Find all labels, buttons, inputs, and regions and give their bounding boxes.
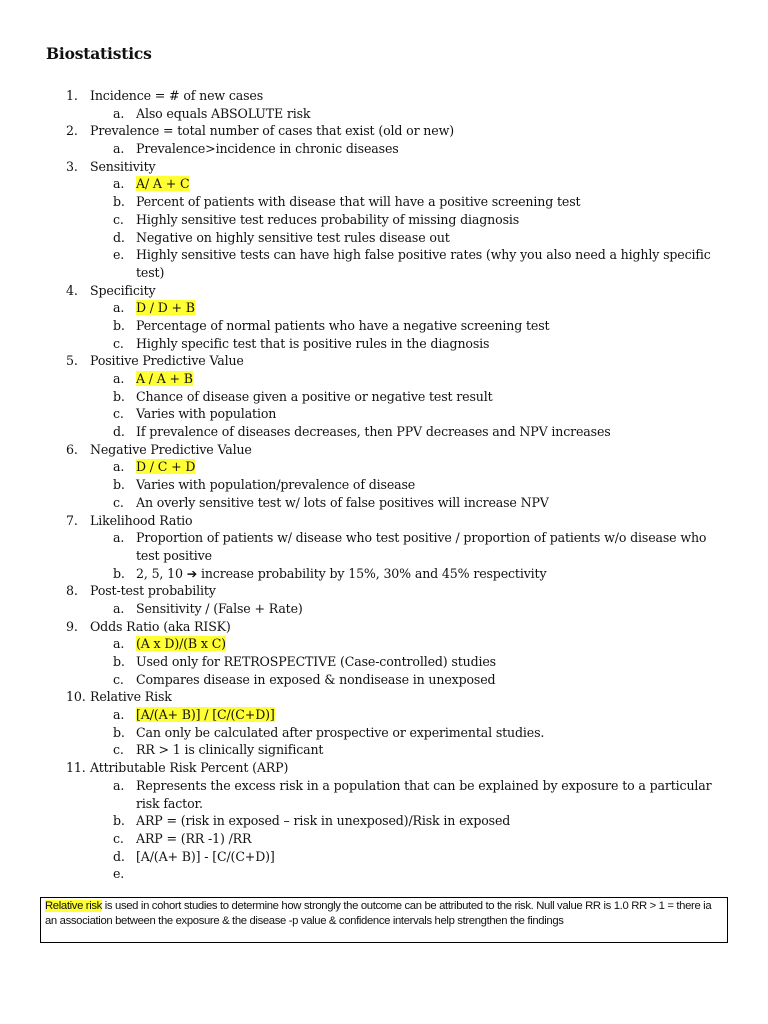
sub-item-letter: a. bbox=[113, 300, 125, 316]
list-item-number: 3. bbox=[66, 158, 78, 174]
sub-item-letter: b. bbox=[113, 813, 125, 829]
sub-list-item bbox=[0, 423, 768, 441]
sub-item-text: Chance of disease given a positive or negative test result bbox=[136, 388, 493, 404]
list-item-text: Negative Predictive Value bbox=[90, 441, 252, 457]
sub-item-text: Proportion of patients w/ disease who test positive / proportion of patients w/o disease who test positive bbox=[136, 530, 707, 563]
list-item-number: 7. bbox=[66, 512, 78, 528]
list-item-text: Relative Risk bbox=[90, 689, 172, 705]
relative-risk-note-box bbox=[40, 897, 728, 943]
sub-list-item bbox=[0, 229, 768, 247]
list-item-number: 8. bbox=[66, 583, 78, 599]
sub-item-letter: b. bbox=[113, 317, 125, 333]
sub-item-text: Prevalence>incidence in chronic diseases bbox=[136, 141, 399, 157]
list-item-number: 6. bbox=[66, 441, 78, 457]
sub-list-item bbox=[0, 812, 768, 830]
sub-item-letter: c. bbox=[113, 830, 124, 846]
sub-item-letter: b. bbox=[113, 477, 125, 493]
formula-highlighted bbox=[136, 458, 726, 476]
sub-item-letter: a. bbox=[113, 105, 125, 121]
sub-list-item bbox=[0, 175, 768, 193]
highlight-mark: D / D + B bbox=[136, 300, 195, 316]
highlight-mark: A / A + B bbox=[136, 371, 193, 387]
list-item-text: Sensitivity bbox=[90, 158, 156, 174]
sub-item-text: [A/(A+ B)] - [C/(C+D)] bbox=[136, 848, 275, 864]
sub-item-letter: d. bbox=[113, 229, 125, 245]
formula-highlighted bbox=[136, 175, 726, 193]
sub-list-item bbox=[0, 830, 768, 848]
list-item-text: Odds Ratio (aka RISK) bbox=[90, 618, 231, 634]
list-item bbox=[0, 158, 768, 176]
sub-list-item bbox=[0, 848, 768, 866]
page-title: Biostatistics bbox=[46, 44, 152, 63]
sub-list-item bbox=[0, 565, 768, 583]
list-item-text: Attributable Risk Percent (ARP) bbox=[90, 760, 289, 776]
highlight-mark: A/ A + C bbox=[136, 176, 190, 192]
sub-item-letter: b. bbox=[113, 388, 125, 404]
sub-list-item bbox=[0, 211, 768, 229]
list-item bbox=[0, 122, 768, 140]
sub-list-item bbox=[0, 653, 768, 671]
numbered-list bbox=[0, 87, 768, 883]
sub-list-item bbox=[0, 724, 768, 742]
sub-item-text: Negative on highly sensitive test rules disease out bbox=[136, 229, 450, 245]
list-item-text: Post-test probability bbox=[90, 583, 216, 599]
sub-list-item bbox=[0, 865, 768, 883]
sub-item-text: Also equals ABSOLUTE risk bbox=[136, 105, 311, 121]
sub-item-letter: d. bbox=[113, 424, 125, 440]
list-item-number: 5. bbox=[66, 353, 78, 369]
sub-item-letter: a. bbox=[113, 459, 125, 475]
list-item-text: Incidence = # of new cases bbox=[90, 88, 264, 103]
sub-list-item bbox=[0, 671, 768, 689]
sub-item-letter: a. bbox=[113, 777, 125, 793]
list-item bbox=[0, 352, 768, 370]
sub-item-text: Used only for RETROSPECTIVE (Case-controlled) studies bbox=[136, 654, 496, 670]
sub-item-text: If prevalence of diseases decreases, then PPV decreases and NPV increases bbox=[136, 424, 611, 440]
sub-item-text: Highly sensitive tests can have high false positive rates (why you also need a highly specific test) bbox=[136, 247, 711, 280]
sub-item-text: RR > 1 is clinically significant bbox=[136, 742, 324, 758]
sub-item-letter: d. bbox=[113, 848, 125, 864]
sub-item-text: Percent of patients with disease that will have a positive screening test bbox=[136, 194, 581, 210]
sub-item-letter: a. bbox=[113, 707, 125, 723]
formula-highlighted bbox=[136, 706, 726, 724]
sub-item-text: Percentage of normal patients who have a negative screening test bbox=[136, 317, 550, 333]
list-item-text: Prevalence = total number of cases that exist (old or new) bbox=[90, 123, 454, 139]
list-item-number: 2. bbox=[66, 123, 78, 139]
sub-item-text: ARP = (RR -1) /RR bbox=[136, 830, 252, 846]
sub-list-item bbox=[0, 476, 768, 494]
list-item bbox=[0, 582, 768, 600]
sub-item-letter: c. bbox=[113, 494, 124, 510]
sub-list-item bbox=[0, 193, 768, 211]
sub-item-text: 2, 5, 10 ➔ increase probability by 15%, 30% and 45% respectivity bbox=[136, 565, 547, 581]
list-item-text: Specificity bbox=[90, 282, 156, 298]
list-item-number: 10. bbox=[66, 689, 86, 705]
highlight-mark: (A x D)/(B x C) bbox=[136, 636, 226, 652]
sub-item-letter: a. bbox=[113, 600, 125, 616]
formula-highlighted bbox=[136, 370, 726, 388]
list-item-number: 1. bbox=[66, 88, 78, 103]
sub-item-letter: b. bbox=[113, 724, 125, 740]
sub-item-text: Varies with population bbox=[136, 406, 277, 422]
list-item bbox=[0, 688, 768, 706]
sub-list-item bbox=[0, 246, 768, 281]
list-item-number: 4. bbox=[66, 282, 78, 298]
list-item-number: 11. bbox=[66, 760, 86, 776]
formula-highlighted bbox=[136, 635, 726, 653]
sub-item-letter: a. bbox=[113, 176, 125, 192]
sub-item-letter: c. bbox=[113, 742, 124, 758]
sub-item-letter: c. bbox=[113, 671, 124, 687]
sub-item-text: An overly sensitive test w/ lots of false positives will increase NPV bbox=[136, 494, 549, 510]
sub-list-item bbox=[0, 635, 768, 653]
list-item-number: 9. bbox=[66, 618, 78, 634]
list-item bbox=[0, 512, 768, 530]
sub-list-item bbox=[0, 299, 768, 317]
sub-list-item bbox=[0, 494, 768, 512]
sub-item-text: Highly specific test that is positive rules in the diagnosis bbox=[136, 335, 490, 351]
sub-item-text: ARP = (risk in exposed – risk in unexposed)/Risk in exposed bbox=[136, 813, 511, 829]
sub-item-letter: a. bbox=[113, 530, 125, 546]
list-item bbox=[0, 282, 768, 300]
sub-item-text: Sensitivity / (False + Rate) bbox=[136, 600, 303, 616]
list-item bbox=[0, 441, 768, 459]
sub-item-letter: c. bbox=[113, 406, 124, 422]
sub-list-item bbox=[0, 706, 768, 724]
highlight-mark: [A/(A+ B)] / [C/(C+D)] bbox=[136, 707, 275, 723]
sub-item-text: Represents the excess risk in a population that can be explained by exposure to a particular risk factor. bbox=[136, 777, 712, 811]
sub-list-item bbox=[0, 405, 768, 423]
formula-highlighted bbox=[136, 299, 726, 317]
list-item bbox=[0, 618, 768, 636]
sub-item-letter: a. bbox=[113, 141, 125, 157]
sub-item-text: Can only be calculated after prospective or experimental studies. bbox=[136, 724, 545, 740]
sub-item-text: Highly sensitive test reduces probability of missing diagnosis bbox=[136, 211, 520, 227]
sub-item-letter: a. bbox=[113, 371, 125, 387]
list-item-text: Likelihood Ratio bbox=[90, 512, 193, 528]
list-item bbox=[0, 759, 768, 777]
sub-item-letter: b. bbox=[113, 654, 125, 670]
sub-item-letter: b. bbox=[113, 565, 125, 581]
sub-item-letter: c. bbox=[113, 335, 124, 351]
list-item-text: Positive Predictive Value bbox=[90, 353, 244, 369]
sub-list-item bbox=[0, 458, 768, 476]
sub-list-item bbox=[0, 140, 768, 158]
sub-list-item bbox=[0, 529, 768, 564]
sub-list-item bbox=[0, 105, 768, 123]
sub-list-item bbox=[0, 388, 768, 406]
sub-item-text: Compares disease in exposed & nondisease in unexposed bbox=[136, 671, 496, 687]
sub-item-letter: a. bbox=[113, 636, 125, 652]
sub-list-item bbox=[0, 741, 768, 759]
sub-item-letter: b. bbox=[113, 194, 125, 210]
sub-list-item bbox=[0, 335, 768, 353]
list-item bbox=[0, 87, 768, 105]
note-highlight: Relative risk bbox=[45, 900, 102, 912]
sub-list-item bbox=[0, 777, 768, 812]
note-text: is used in cohort studies to determine how strongly the outcome can be attributed to the risk. Null value RR is 1.0 RR > 1 = there ia an association between the exposure & the disease -p value & confidence intervals help strengthen the findings bbox=[45, 900, 712, 928]
sub-list-item bbox=[0, 600, 768, 618]
sub-item-letter: e. bbox=[113, 866, 125, 882]
sub-item-text: Varies with population/prevalence of disease bbox=[136, 477, 416, 493]
highlight-mark: D / C + D bbox=[136, 459, 196, 475]
sub-item-letter: e. bbox=[113, 247, 125, 263]
sub-list-item bbox=[0, 370, 768, 388]
sub-item-letter: c. bbox=[113, 211, 124, 227]
sub-list-item bbox=[0, 317, 768, 335]
